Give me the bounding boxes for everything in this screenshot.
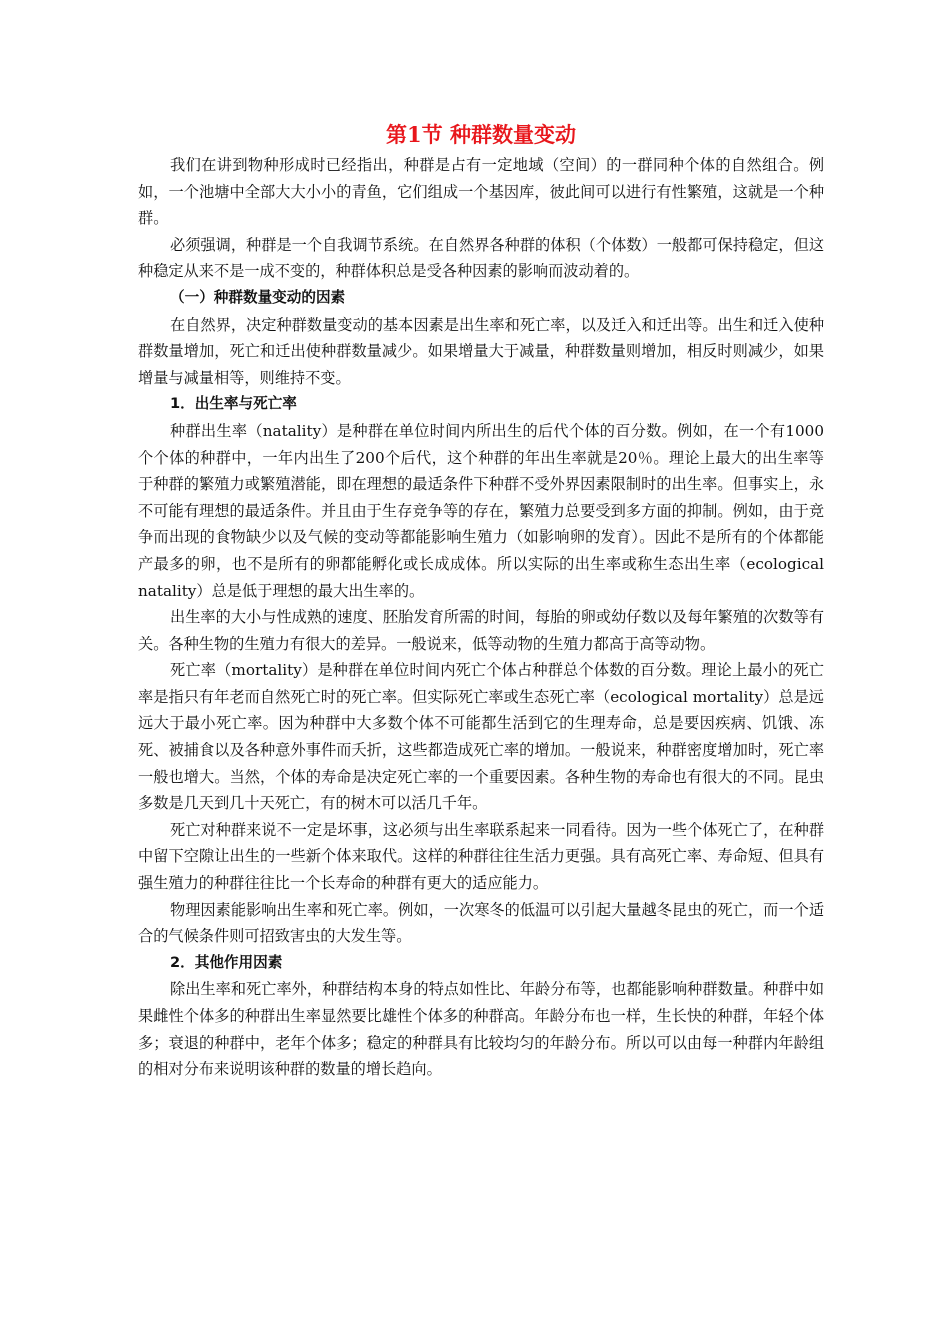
- paragraph-physical-factors: 物理因素能影响出生率和死亡率。例如，一次寒冬的低温可以引起大量越冬昆虫的死亡，而一个适合的气候条件则可招致害虫的大发生等。: [138, 900, 824, 946]
- paragraph-mortality: 死亡率（mortality）是种群在单位时间内死亡个体占种群总个体数的百分数。理论上最小的死亡率是指只有年老而自然死亡时的死亡率。但实际死亡率或生态死亡率（ecological mortality）总是远远大于最小死亡率。因为种群中大多数个体不可能都生活到它的生理寿命，总是要因疾病、饥饿、冻死、被捕食以及各种意外事件而夭折，这些都造成死亡率的增加。一般说来，种群密度增加时，死亡率一般也增大。当然，个体的寿命是决定死亡率的一个重要因素。各种生物的寿命也有很大的不同。昆虫多数是几天到几十天死亡，有的树木可以活几千年。: [138, 661, 824, 813]
- paragraph-basic-factors: 在自然界，决定种群数量变动的基本因素是出生率和死亡率，以及迁入和迁出等。出生和迁入使种群数量增加，死亡和迁出使种群数量减少。如果增量大于减量，种群数量则增加，相反时则减少，如果增量与减量相等，则维持不变。: [138, 315, 824, 387]
- page-title: 第1节 种群数量变动: [386, 122, 576, 147]
- document-page: [138, 118, 824, 1083]
- subsection-heading-other-factors: 2．其他作用因素: [170, 953, 283, 971]
- paragraph-death-benefit: 死亡对种群来说不一定是坏事，这必须与出生率联系起来一同看待。因为一些个体死亡了，在种群中留下空隙让出生的一些新个体来取代。这样的种群往往生活力更强。具有高死亡率、寿命短、但具有强生殖力的种群往往比一个长寿命的种群有更大的适应能力。: [138, 820, 824, 893]
- paragraph-intro: 我们在讲到物种形成时已经指出，种群是占有一定地域（空间）的一群同种个体的自然组合。例如，一个池塘中全部大大小小的青鱼，它们组成一个基因库，彼此间可以进行有性繁殖，这就是一个种群。: [138, 156, 824, 228]
- paragraph-fecundity: 出生率的大小与性成熟的速度、胚胎发育所需的时间，每胎的卵或幼仔数以及每年繁殖的次数等有关。各种生物的生殖力有很大的差异。一般说来，低等动物的生殖力都高于高等动物。: [138, 608, 824, 653]
- paragraph-structure: 除出生率和死亡率外，种群结构本身的特点如性比、年龄分布等，也都能影响种群数量。种群中如果雌性个体多的种群出生率显然要比雄性个体多的种群高。年龄分布也一样，生长快的种群，年轻个体多；衰退的种群中，老年个体多；稳定的种群具有比较均匀的年龄分布。所以可以由每一种群内年龄组的相对分布来说明该种群的数量的增长趋向。: [138, 980, 824, 1079]
- section-heading-factors: （一）种群数量变动的因素: [170, 288, 346, 306]
- paragraph-self-regulation: 必须强调，种群是一个自我调节系统。在自然界各种群的体积（个体数）一般都可保持稳定，但这种稳定从来不是一成不变的，种群体积总是受各种因素的影响而波动着的。: [138, 235, 824, 281]
- subsection-heading-birth-death: 1．出生率与死亡率: [170, 395, 297, 413]
- paragraph-natality: 种群出生率（natality）是种群在单位时间内所出生的后代个体的百分数。例如，在一个有1000个个体的种群中，一年内出生了200个后代，这个种群的年出生率就是20％。理论上最大的出生率等于种群的繁殖力或繁殖潜能，即在理想的最适条件下种群不受外界因素限制时的出生率。但事实上，永不可能有理想的最适条件。并且由于生存竞争等的存在，繁殖力总要受到多方面的抑制。例如，由于竞争而出现的食物缺少以及气候的变动等都能影响生殖力（如影响卵的发育）。因此不是所有的个体都能产最多的卵，也不是所有的卵都能孵化或长成成体。所以实际的出生率或称生态出生率（ecological natality）总是低于理想的最大出生率的。: [138, 421, 824, 600]
